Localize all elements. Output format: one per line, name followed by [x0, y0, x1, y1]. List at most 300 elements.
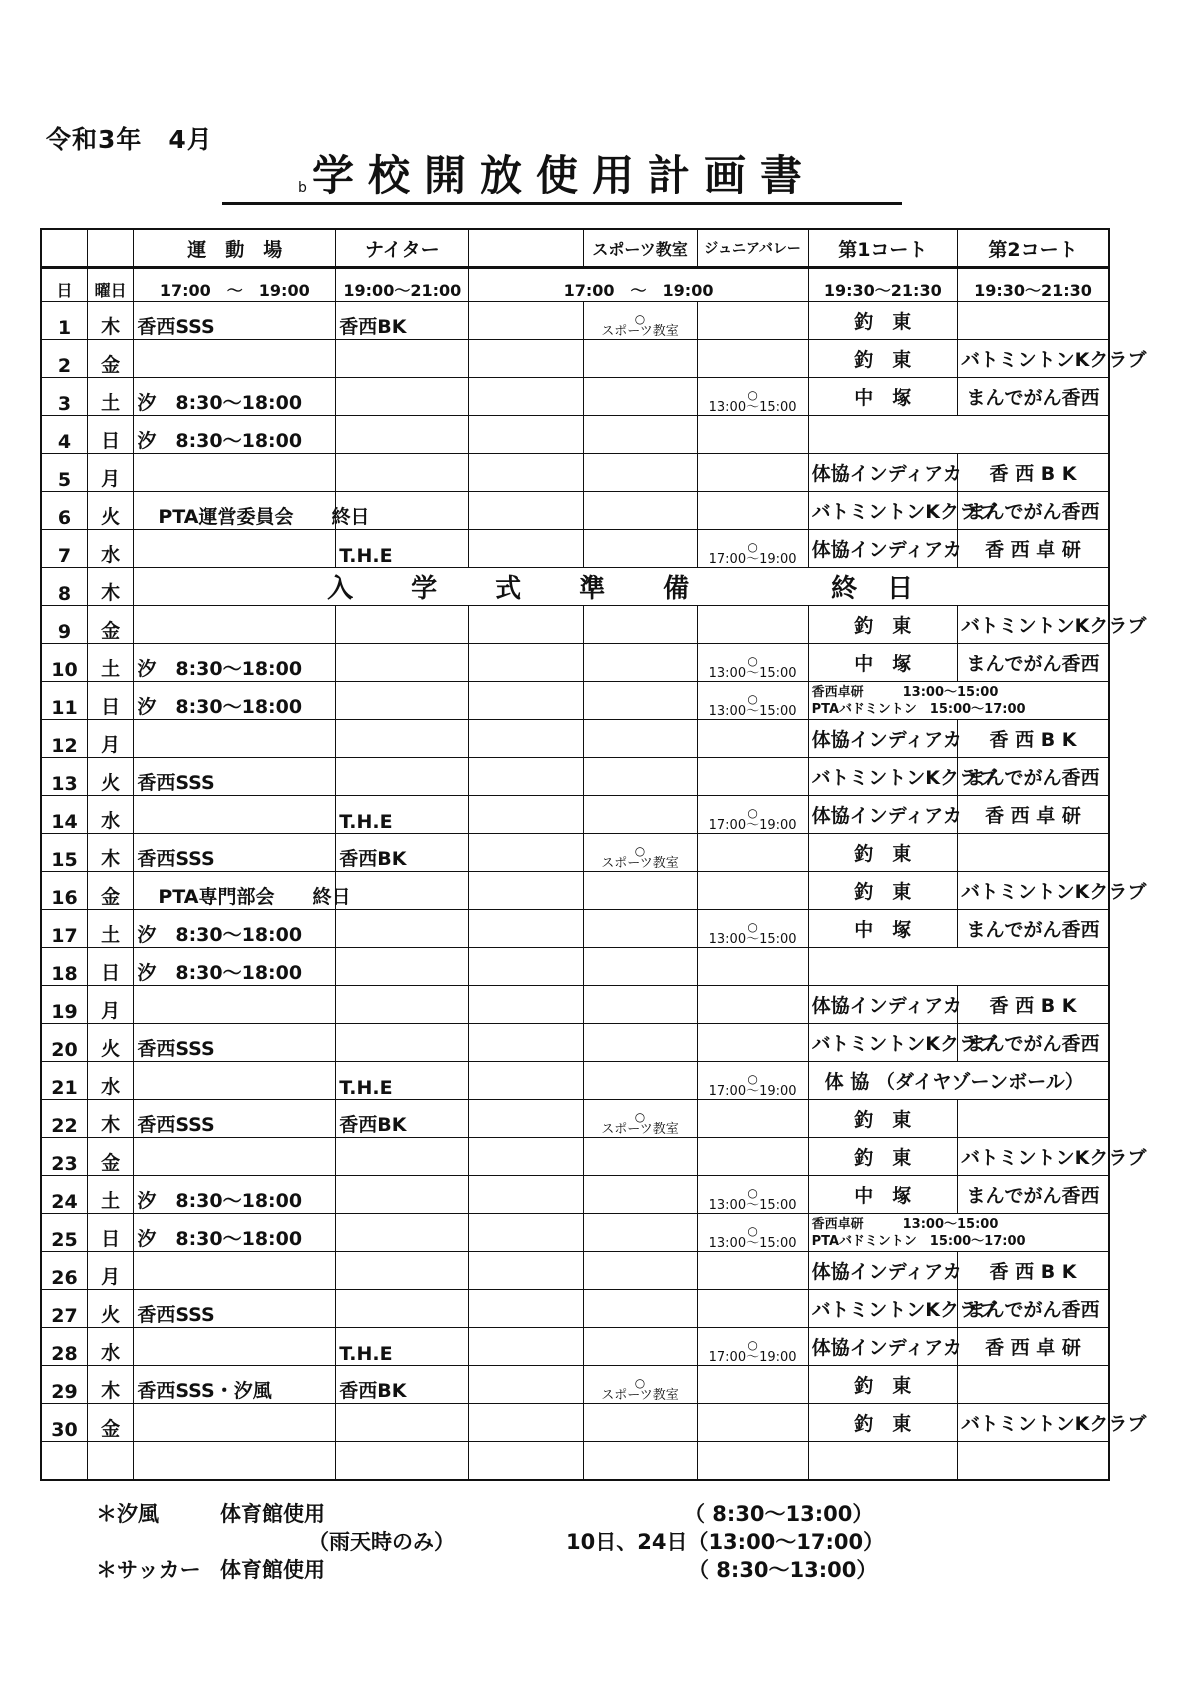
- nighter-cell: [336, 1290, 469, 1328]
- nighter-cell: [336, 1404, 469, 1442]
- junior-time: 13:00～15:00: [708, 1236, 797, 1251]
- circle-mark: ○: [747, 1338, 758, 1352]
- blank-cell: [808, 1442, 957, 1481]
- sports-cell: [583, 492, 697, 530]
- table-row: [41, 1404, 1109, 1442]
- ground-cell: 香西SSS: [134, 834, 336, 872]
- sports-cell: [583, 302, 697, 340]
- blank-cell: [469, 340, 583, 378]
- sports-label: スポーツ教室: [601, 1122, 679, 1137]
- table-row: [41, 682, 1109, 720]
- sports-cell: [583, 986, 697, 1024]
- day-number: 8: [41, 568, 87, 606]
- day-number: 11: [41, 682, 87, 720]
- court1-cell: 釣 東: [808, 1366, 957, 1404]
- junior-time: 13:00～15:00: [708, 400, 797, 415]
- ground-cell: 汐 8:30～18:00: [134, 1214, 336, 1252]
- table-row: [41, 1328, 1109, 1366]
- court2-cell: [958, 834, 1110, 872]
- ground-cell: [134, 340, 336, 378]
- blank-cell: [469, 1290, 583, 1328]
- circle-mark: ○: [747, 540, 758, 554]
- day-number: 4: [41, 416, 87, 454]
- day-number: 6: [41, 492, 87, 530]
- court2-cell: まんでがん香西: [958, 644, 1110, 682]
- court2-cell: まんでがん香西: [958, 758, 1110, 796]
- era-month: 令和3年 4月: [46, 125, 213, 154]
- title-mark: b: [298, 180, 307, 196]
- court1-cell: 体協インディアカ: [808, 1252, 957, 1290]
- court1-cell: 体協インディアカ: [808, 1328, 957, 1366]
- table-row: [41, 416, 1109, 454]
- blank-cell: [583, 1442, 697, 1481]
- day-of-week: 月: [87, 1252, 133, 1290]
- circle-mark: ○: [747, 1224, 758, 1238]
- nighter-cell: 香西BK: [336, 1366, 469, 1404]
- day-of-week: 土: [87, 644, 133, 682]
- blank-cell: [469, 1138, 583, 1176]
- court1-cell: 体協インディアカ: [808, 454, 957, 492]
- court-wide-cell: [808, 948, 1109, 986]
- sports-cell: [583, 340, 697, 378]
- ground-cell: [134, 530, 336, 568]
- court1-cell: 体協インディアカ: [808, 986, 957, 1024]
- day-number: 27: [41, 1290, 87, 1328]
- court1-cell: 中 塚: [808, 910, 957, 948]
- header-blank: [469, 229, 583, 268]
- blank-cell: [469, 1100, 583, 1138]
- ground-cell: [134, 1404, 336, 1442]
- circle-mark: ○: [747, 806, 758, 820]
- ground-cell: 香西SSS: [134, 758, 336, 796]
- court2-cell: まんでがん香西: [958, 1024, 1110, 1062]
- note-time: 10日、24日（13:00～17:00）: [566, 1530, 885, 1554]
- table-row: [41, 986, 1109, 1024]
- ground-cell: 汐 8:30～18:00: [134, 416, 336, 454]
- junior-cell: [697, 910, 808, 948]
- title-underline: [222, 152, 902, 205]
- table-row: [41, 758, 1109, 796]
- table-row: [41, 872, 1109, 910]
- table-row: [41, 606, 1109, 644]
- time-row: [41, 268, 1109, 302]
- sports-cell: [583, 1404, 697, 1442]
- sports-cell: [583, 1062, 697, 1100]
- table-row: [41, 1290, 1109, 1328]
- junior-cell: [697, 1366, 808, 1404]
- ground-cell: [134, 986, 336, 1024]
- court2-cell: まんでがん香西: [958, 1290, 1110, 1328]
- court-wide-cell: 体 協 （ダイヤゾーンボール）: [808, 1062, 1109, 1100]
- sports-cell: [583, 948, 697, 986]
- day-of-week: 日: [87, 682, 133, 720]
- day-of-week: 日: [87, 948, 133, 986]
- blank-cell: [469, 948, 583, 986]
- table-row: [41, 302, 1109, 340]
- header-blank: [41, 229, 87, 268]
- blank-cell: [469, 1252, 583, 1290]
- day-of-week: 日: [87, 1214, 133, 1252]
- circle-mark: ○: [634, 1110, 646, 1124]
- blank-cell: [469, 530, 583, 568]
- court1-cell: 釣 東: [808, 1100, 957, 1138]
- court2-cell: [958, 302, 1110, 340]
- sports-cell: [583, 378, 697, 416]
- nighter-cell: T.H.E: [336, 530, 469, 568]
- table-row: [41, 1138, 1109, 1176]
- table-row: [41, 1366, 1109, 1404]
- table-row: [41, 1024, 1109, 1062]
- day-of-week: 木: [87, 568, 133, 606]
- day-number: 29: [41, 1366, 87, 1404]
- court2-cell: バトミントンKクラブ: [958, 340, 1110, 378]
- nighter-cell: [336, 644, 469, 682]
- day-number: 16: [41, 872, 87, 910]
- court1-cell: 釣 東: [808, 872, 957, 910]
- header-sports: スポーツ教室: [583, 229, 697, 268]
- blank-cell: [134, 1442, 336, 1481]
- blank-cell: [469, 302, 583, 340]
- nighter-cell: [336, 606, 469, 644]
- circle-mark: ○: [747, 1072, 758, 1086]
- ground-cell: [134, 1062, 336, 1100]
- sports-cell: [583, 416, 697, 454]
- nighter-cell: [336, 416, 469, 454]
- note-time: （ 8:30～13:00）: [688, 1558, 878, 1582]
- day-number: 30: [41, 1404, 87, 1442]
- note-label: ＊サッカー: [96, 1558, 201, 1582]
- ground-cell: PTA運営委員会 終日: [134, 492, 336, 530]
- junior-cell: [697, 378, 808, 416]
- blank-cell: [41, 1442, 87, 1481]
- court2-cell: 香 西 卓 研: [958, 530, 1110, 568]
- junior-cell: [697, 302, 808, 340]
- court1-cell: 中 塚: [808, 378, 957, 416]
- table-row: [41, 1214, 1109, 1252]
- ground-cell: PTA専門部会 終日: [134, 872, 336, 910]
- circle-mark: ○: [634, 1376, 646, 1390]
- day-number: 2: [41, 340, 87, 378]
- nighter-cell: [336, 1176, 469, 1214]
- court1-cell: 釣 東: [808, 340, 957, 378]
- circle-mark: ○: [747, 920, 758, 934]
- note-shiokaze: [96, 1498, 956, 1526]
- day-of-week: 金: [87, 1138, 133, 1176]
- junior-cell: [697, 948, 808, 986]
- note-time: （ 8:30～13:00）: [684, 1502, 874, 1526]
- blank-cell: [697, 1442, 808, 1481]
- day-of-week: 水: [87, 796, 133, 834]
- ground-cell: 汐 8:30～18:00: [134, 1176, 336, 1214]
- court1-cell: 釣 東: [808, 1138, 957, 1176]
- nighter-cell: [336, 340, 469, 378]
- sports-cell: [583, 796, 697, 834]
- junior-time: 13:00～15:00: [708, 666, 797, 681]
- court-line: PTAバドミントン 15:00～17:00: [811, 701, 1026, 717]
- sports-cell: [583, 834, 697, 872]
- day-number: 3: [41, 378, 87, 416]
- ground-cell: 香西SSS: [134, 302, 336, 340]
- ground-cell: 香西SSS: [134, 1290, 336, 1328]
- nighter-cell: [336, 1138, 469, 1176]
- day-number: 26: [41, 1252, 87, 1290]
- court-line: PTAバドミントン 15:00～17:00: [811, 1233, 1026, 1249]
- nighter-cell: [336, 378, 469, 416]
- day-number: 18: [41, 948, 87, 986]
- ground-cell: 汐 8:30～18:00: [134, 682, 336, 720]
- nighter-time: 19:00～21:00: [336, 268, 469, 302]
- nighter-cell: [336, 1214, 469, 1252]
- blank-cell: [469, 1328, 583, 1366]
- court-line: 香西卓研 13:00～15:00: [811, 1216, 999, 1232]
- court2-cell: 香 西 B K: [958, 720, 1110, 758]
- junior-cell: [697, 758, 808, 796]
- day-of-week: 火: [87, 758, 133, 796]
- nighter-cell: T.H.E: [336, 1062, 469, 1100]
- day-number: 20: [41, 1024, 87, 1062]
- court1-cell: 中 塚: [808, 1176, 957, 1214]
- day-of-week: 木: [87, 302, 133, 340]
- court2-cell: [958, 1366, 1110, 1404]
- note-label: ＊汐風: [96, 1502, 159, 1526]
- day-number: 14: [41, 796, 87, 834]
- day-number: 13: [41, 758, 87, 796]
- junior-cell: [697, 644, 808, 682]
- day-number: 17: [41, 910, 87, 948]
- court2-cell: 香 西 卓 研: [958, 1328, 1110, 1366]
- court1-cell: バトミントンKクラブ: [808, 758, 957, 796]
- table-row: [41, 948, 1109, 986]
- day-number: 25: [41, 1214, 87, 1252]
- sports-label: スポーツ教室: [601, 1388, 679, 1403]
- column-header-row: [41, 229, 1109, 268]
- day-of-week: 月: [87, 454, 133, 492]
- blank-cell: [469, 1176, 583, 1214]
- junior-cell: [697, 492, 808, 530]
- junior-cell: [697, 1290, 808, 1328]
- nighter-cell: T.H.E: [336, 796, 469, 834]
- court2-cell: [958, 1100, 1110, 1138]
- header-blank: [87, 229, 133, 268]
- junior-cell: [697, 1214, 808, 1252]
- note-text: （雨天時のみ）: [308, 1530, 455, 1554]
- ground-cell: [134, 606, 336, 644]
- junior-cell: [697, 872, 808, 910]
- blank-cell: [469, 606, 583, 644]
- day-of-week: 金: [87, 606, 133, 644]
- header-court1: 第1コート: [808, 229, 957, 268]
- day-of-week: 金: [87, 1404, 133, 1442]
- blank-cell: [469, 1442, 583, 1481]
- table-row: [41, 378, 1109, 416]
- court1-time: 19:30～21:30: [808, 268, 957, 302]
- nighter-cell: [336, 1024, 469, 1062]
- day-of-week: 水: [87, 530, 133, 568]
- sports-cell: [583, 1100, 697, 1138]
- day-number: 19: [41, 986, 87, 1024]
- day-number: 24: [41, 1176, 87, 1214]
- day-of-week: 木: [87, 834, 133, 872]
- junior-time: 13:00～15:00: [708, 932, 797, 947]
- sports-cell: [583, 454, 697, 492]
- day-of-week: 火: [87, 1024, 133, 1062]
- junior-cell: [697, 416, 808, 454]
- blank-row: [41, 1442, 1109, 1481]
- blank-cell: [469, 986, 583, 1024]
- blank-cell: [469, 910, 583, 948]
- ground-cell: 香西SSS・汐風: [134, 1366, 336, 1404]
- table-row: [41, 568, 1109, 606]
- sports-cell: [583, 1176, 697, 1214]
- sports-cell: [583, 1252, 697, 1290]
- ground-cell: 汐 8:30～18:00: [134, 378, 336, 416]
- day-number: 5: [41, 454, 87, 492]
- ground-cell: [134, 1328, 336, 1366]
- sports-cell: [583, 606, 697, 644]
- table-row: [41, 796, 1109, 834]
- sports-label: スポーツ教室: [601, 856, 679, 871]
- day-number: 7: [41, 530, 87, 568]
- court2-time: 19:30～21:30: [958, 268, 1110, 302]
- table-row: [41, 910, 1109, 948]
- sports-cell: [583, 1366, 697, 1404]
- header-court2: 第2コート: [958, 229, 1110, 268]
- table-row: [41, 1176, 1109, 1214]
- nighter-cell: [336, 720, 469, 758]
- day-number: 28: [41, 1328, 87, 1366]
- blank-cell: [469, 644, 583, 682]
- junior-cell: [697, 340, 808, 378]
- nighter-cell: 香西BK: [336, 834, 469, 872]
- blank-cell: [336, 1442, 469, 1481]
- junior-time: 17:00～19:00: [708, 552, 797, 567]
- court2-cell: 香 西 B K: [958, 454, 1110, 492]
- court1-cell: 釣 東: [808, 302, 957, 340]
- blank-cell: [87, 1442, 133, 1481]
- day-of-week: 木: [87, 1366, 133, 1404]
- court2-cell: 香 西 B K: [958, 1252, 1110, 1290]
- day-of-week: 木: [87, 1100, 133, 1138]
- sports-label: スポーツ教室: [601, 324, 679, 339]
- nighter-cell: [336, 986, 469, 1024]
- ground-cell: [134, 1252, 336, 1290]
- table-row: [41, 834, 1109, 872]
- day-of-week: 月: [87, 720, 133, 758]
- court2-cell: まんでがん香西: [958, 492, 1110, 530]
- day-number: 23: [41, 1138, 87, 1176]
- junior-cell: [697, 1100, 808, 1138]
- junior-time: 17:00～19:00: [708, 818, 797, 833]
- ground-cell: 汐 8:30～18:00: [134, 910, 336, 948]
- court-wide-cell: [808, 416, 1109, 454]
- header-ground: 運 動 場: [134, 229, 336, 268]
- table-row: [41, 644, 1109, 682]
- table-row: [41, 530, 1109, 568]
- sports-cell: [583, 1138, 697, 1176]
- sports-cell: [583, 530, 697, 568]
- sports-cell: [583, 758, 697, 796]
- day-of-week: 土: [87, 378, 133, 416]
- middle-time: 17:00 ～ 19:00: [469, 268, 808, 302]
- table-row: [41, 720, 1109, 758]
- day-number: 15: [41, 834, 87, 872]
- page-title: 学校開放使用計画書: [312, 151, 817, 200]
- nighter-cell: T.H.E: [336, 1328, 469, 1366]
- junior-cell: [697, 1404, 808, 1442]
- sports-cell: [583, 1214, 697, 1252]
- court2-cell: まんでがん香西: [958, 378, 1110, 416]
- circle-mark: ○: [747, 692, 758, 706]
- junior-cell: [697, 1138, 808, 1176]
- circle-mark: ○: [747, 388, 758, 402]
- junior-cell: [697, 1176, 808, 1214]
- day-of-week: 土: [87, 910, 133, 948]
- blank-cell: [469, 872, 583, 910]
- junior-cell: [697, 606, 808, 644]
- header-dow: 曜日: [87, 268, 133, 302]
- court2-cell: バトミントンKクラブ: [958, 872, 1110, 910]
- schedule-table: [40, 228, 1147, 1481]
- junior-time: 17:00～19:00: [708, 1350, 797, 1365]
- ground-cell: [134, 720, 336, 758]
- nighter-cell: 香西BK: [336, 1100, 469, 1138]
- court2-cell: バトミントンKクラブ: [958, 1404, 1110, 1442]
- sports-cell: [583, 910, 697, 948]
- table-row: [41, 454, 1109, 492]
- blank-cell: [469, 682, 583, 720]
- day-of-week: 火: [87, 492, 133, 530]
- nighter-cell: [336, 910, 469, 948]
- ground-cell: 香西SSS: [134, 1024, 336, 1062]
- nighter-cell: [336, 454, 469, 492]
- court2-cell: まんでがん香西: [958, 1176, 1110, 1214]
- header-day: 日: [41, 268, 87, 302]
- sports-cell: [583, 1290, 697, 1328]
- day-number: 12: [41, 720, 87, 758]
- court1-cell: 体協インディアカ: [808, 720, 957, 758]
- court1-cell: 体協インディアカ: [808, 530, 957, 568]
- nighter-cell: [336, 872, 469, 910]
- note-soccer: [96, 1554, 956, 1582]
- day-number: 10: [41, 644, 87, 682]
- court2-cell: バトミントンKクラブ: [958, 1138, 1110, 1176]
- nighter-cell: [336, 758, 469, 796]
- junior-cell: [697, 1024, 808, 1062]
- blank-cell: [469, 758, 583, 796]
- court2-cell: まんでがん香西: [958, 910, 1110, 948]
- junior-cell: [697, 834, 808, 872]
- court-line: 香西卓研 13:00～15:00: [811, 684, 999, 700]
- court2-cell: 香 西 B K: [958, 986, 1110, 1024]
- sports-cell: [583, 1328, 697, 1366]
- blank-cell: [469, 492, 583, 530]
- court1-cell: バトミントンKクラブ: [808, 1290, 957, 1328]
- junior-cell: [697, 530, 808, 568]
- circle-mark: ○: [747, 1186, 758, 1200]
- junior-cell: [697, 796, 808, 834]
- header-junior: ジュニアバレー: [697, 229, 808, 268]
- blank-cell: [469, 1062, 583, 1100]
- nighter-cell: 香西BK: [336, 302, 469, 340]
- table-row: [41, 492, 1109, 530]
- court2-cell: バトミントンKクラブ: [958, 606, 1110, 644]
- circle-mark: ○: [634, 312, 646, 326]
- blank-cell: [469, 1404, 583, 1442]
- ground-cell: 汐 8:30～18:00: [134, 948, 336, 986]
- note-text: 体育館使用: [220, 1502, 325, 1526]
- day-of-week: 火: [87, 1290, 133, 1328]
- day-of-week: 日: [87, 416, 133, 454]
